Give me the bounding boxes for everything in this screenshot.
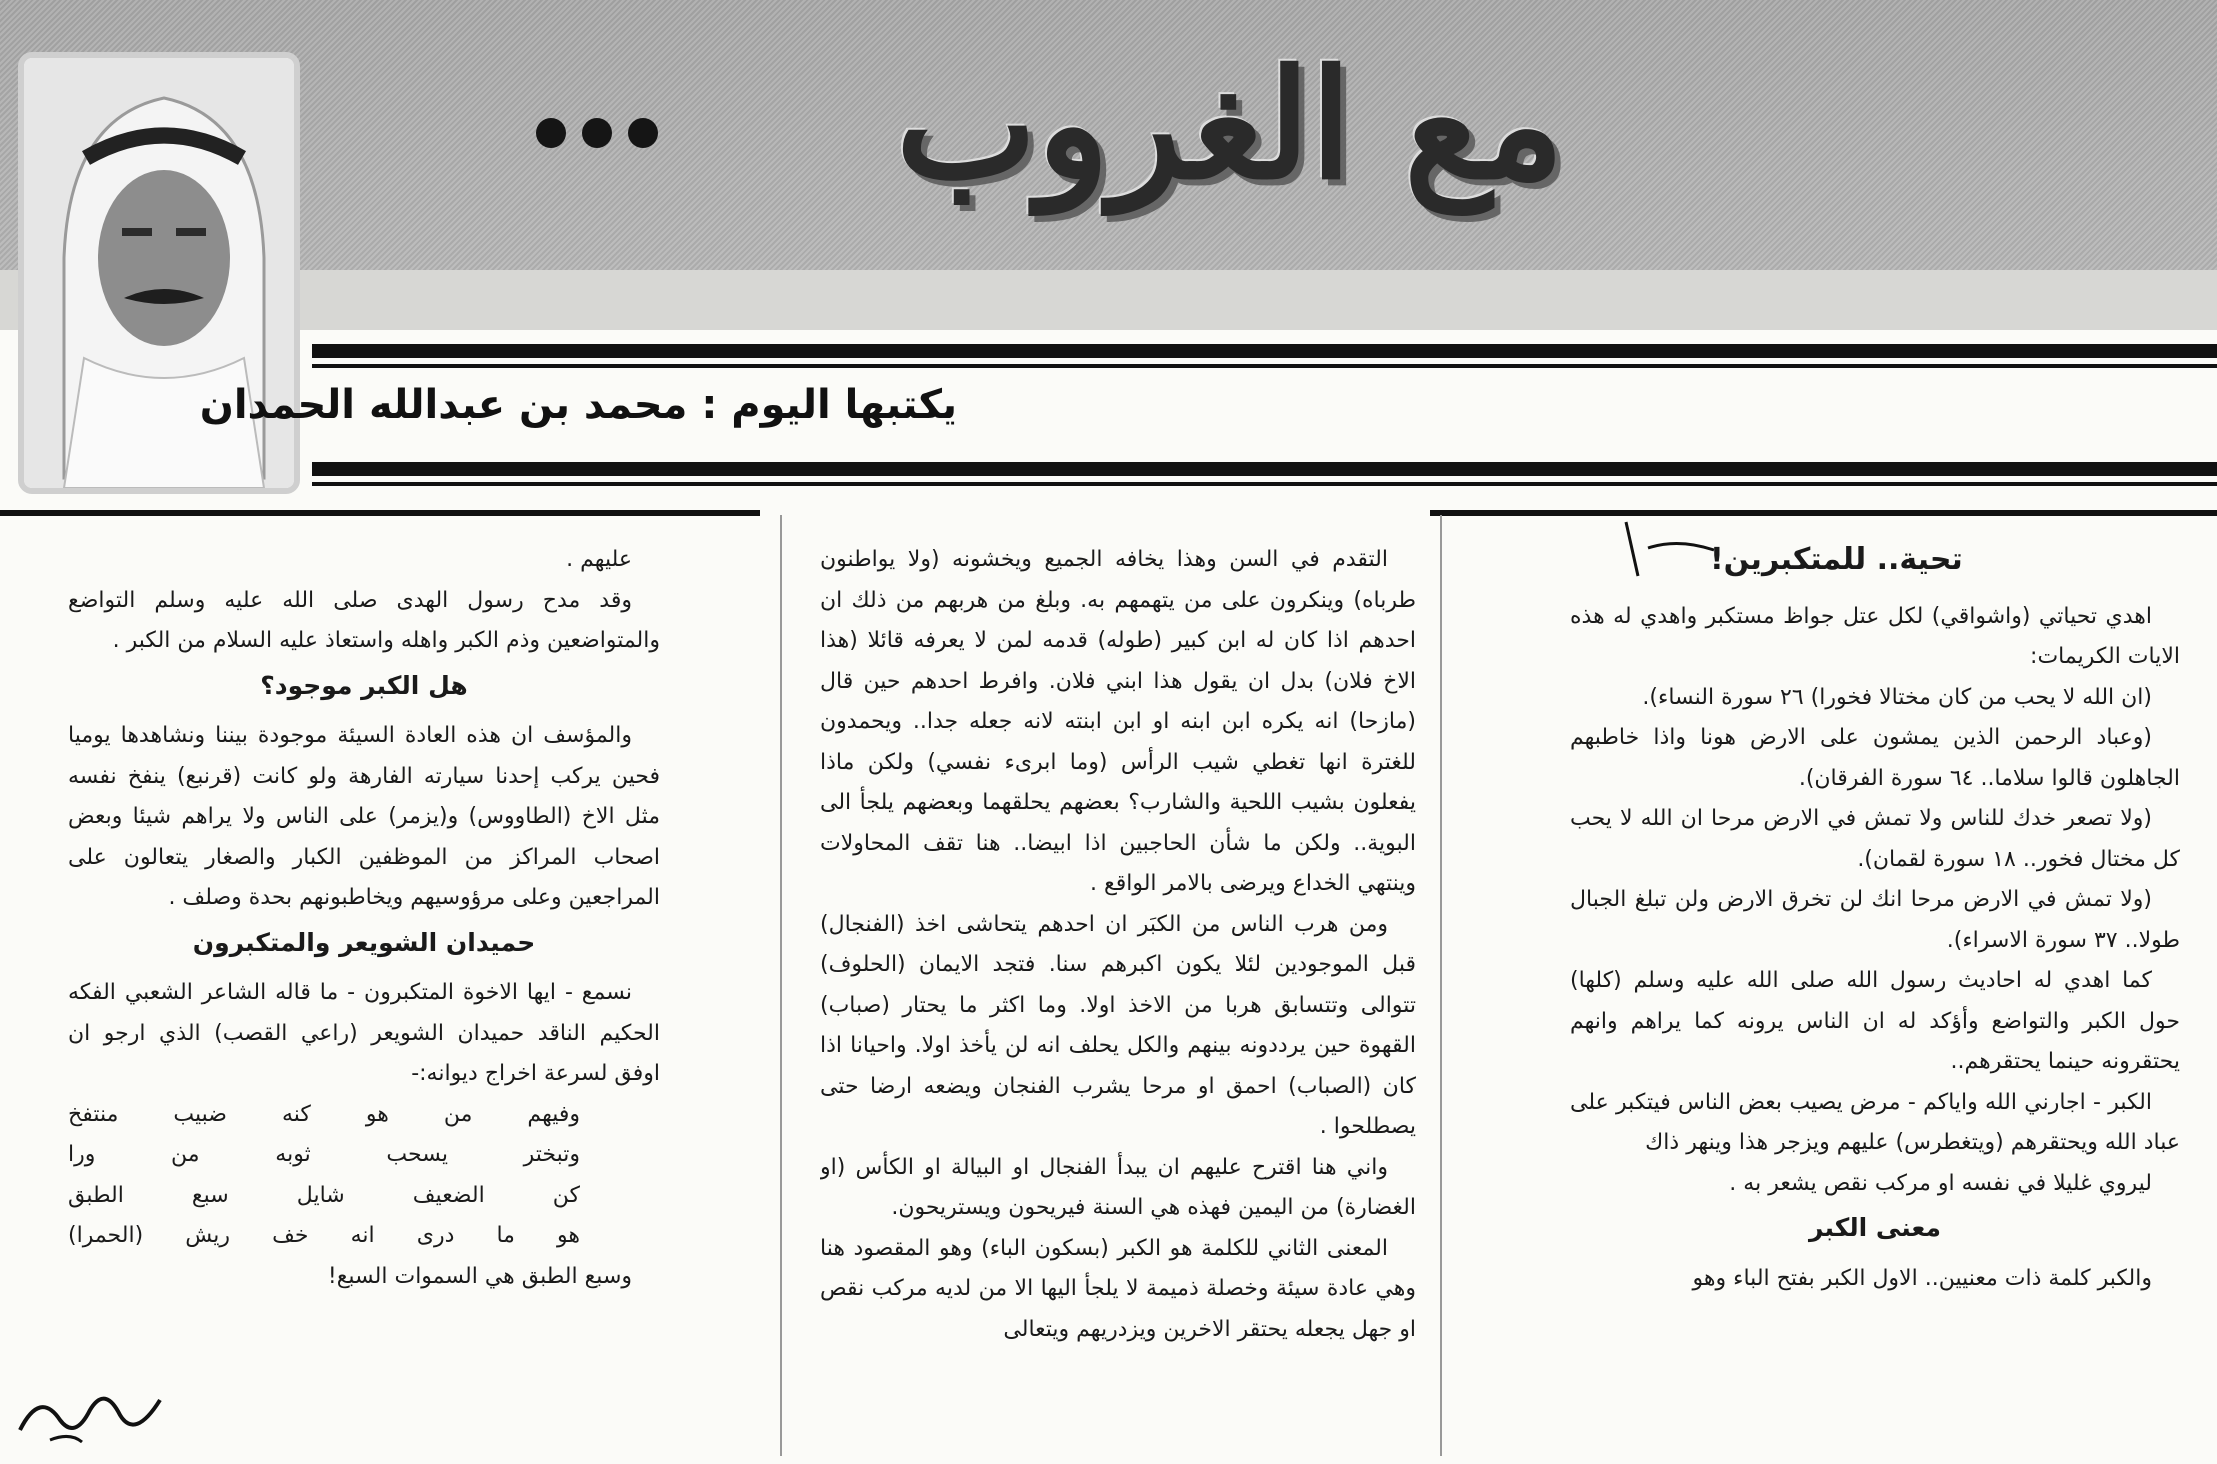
poem-line: هو ما درى انه خف ريش (الحمرا): [68, 1223, 580, 1248]
poem-line: وتبختر يسحب ثوبه من ورا: [68, 1142, 580, 1167]
paragraph: عليهم .: [566, 547, 632, 572]
paragraph: (ان الله لا يحب من كان مختالا فخورا) ٢٦ سورة النساء).: [1642, 684, 2152, 710]
subheading: هل الكبر موجود؟: [260, 670, 468, 700]
paragraph: ومن هرب الناس من الكبَر ان احدهم يتحاشى اخذ (الفنجال) قبل الموجودين لئلا يكون اكبرهم سنا. فتجد الايمان (الحلوف) تتوالى وتتسابق هربا من الاخذ اولا. وما اكثر ما يحتار (صباب) القهوة حين يرددونه بينهم والكل يحلف انه لن يأخذ اولا. واحيانا اذا كان (الصباب) احمق او مرحا يشرب الفنجان ويضعه ارضا حتى يصطلحوا .: [820, 911, 1416, 1139]
byline-rule-bottom-thin: [312, 482, 2217, 486]
article-heading: تحية.. للمتكبرين!: [1710, 542, 1963, 577]
column-title: مع الغروب: [895, 37, 1565, 213]
header-lower-strip: [0, 270, 2217, 330]
paragraph: والكبر كلمة ذات معنيين.. الاول الكبر بفتح الباء وهو: [1692, 1265, 2152, 1291]
paragraph: واني هنا اقترح عليهم ان يبدأ الفنجال او البيالة او الكأس (او الغضارة) من اليمين فهذه هي السنة فيريحون ويستريحون.: [820, 1154, 1416, 1220]
column-header-band: [0, 0, 2217, 330]
paragraph: نسمع - ايها الاخوة المتكبرون - ما قاله الشاعر الشعبي الفكه الحكيم الناقد حميدان الشويعر (راعي القصب) الذي ارجو ان اوفق لسرعة اخراج ديوانه:-: [68, 980, 660, 1086]
subheading: حميدان الشويعر والمتكبرون: [192, 927, 536, 957]
poem-line: وفيهم من هو كنه ضبيب منتفخ: [68, 1101, 580, 1127]
paragraph: (ولا تصعر خدك للناس ولا تمش في الارض مرحا ان الله لا يحب كل مختال فخور.. ١٨ سورة لقمان).: [1570, 806, 2180, 872]
title-ellipsis-dots: [536, 118, 658, 148]
byline: يكتبها اليوم : محمد بن عبدالله الحمدان: [199, 382, 957, 428]
paragraph: الكبر - اجارني الله واياكم - مرض يصيب بعض الناس فيتكبر على عباد الله ويحتقرهم (ويتغطرس) عليهم ويزجر هذا وينهر ذاك: [1570, 1089, 2180, 1155]
poem-line: كن الضعيف شايل سبع الطبق: [68, 1182, 580, 1208]
column-divider-left: [780, 515, 782, 1456]
paragraph: التقدم في السن وهذا يخافه الجميع ويخشونه (ولا يواطنون طرباه) وينكرون على من يتهمهم به. وبلغ من هربهم من ذلك ان احدهم اذا كان له ابن كبير (طوله) قدمه لمن لا يعرفه قائلا (هذا الاخ فلان) بدل ان يقول هذا ابني فلان. وافرط احدهم حين قال (مازحا) انه يكره ابن ابنه او ابن ابنته لانه جعله جدا.. ويحمدون للغترة انها تغطي شيب الرأس (وما ابرىء نفسي) ولكن ماذا يفعلون بشيب اللحية والشارب؟ بعضهم يحلقهما وبعضهم يلجأ الى البوية.. ولكن ما شأن الحاجبين اذا ابيضا.. هنا تقف المحاولات وينتهي الخداع ويرضى بالامر الواقع .: [820, 547, 1416, 896]
paragraph: وسبع الطبق هي السموات السبع!: [327, 1263, 632, 1289]
middle-column: [820, 540, 1416, 1450]
paragraph: كما اهدي له احاديث رسول الله صلى الله عليه وسلم (كلها) حول الكبر والتواضع وأؤكد له ان الناس يرونه كما يراهم وانهم يحتقرونه حينما يحتقرهم..: [1570, 968, 2180, 1074]
subheading: معنى الكبر: [1808, 1213, 1942, 1242]
left-column: [68, 540, 660, 1450]
paragraph: والمؤسف ان هذه العادة السيئة موجودة بيننا ونشاهدها يوميا فحين يركب إحدنا سيارته الفارهة ولو كانت (قرنبع) ينفخ نفسه مثل الاخ (الطاووس) و(يزمر) على الناس ولا يراهم شيئا وبعض اصحاب المراكز من الموظفين الكبار والصغار يتعالون على المراجعين وعلى مرؤوسيهم ويخاطبونهم بحدة وصلف .: [68, 723, 660, 910]
byline-rule-bottom: [312, 462, 2217, 476]
paragraph: (وعباد الرحمن الذين يمشون على الارض هونا واذا خاطبهم الجاهلون قالوا سلاما.. ٦٤ سورة الفرقان).: [1570, 725, 2180, 791]
left-column-top-rule: [0, 510, 760, 516]
paragraph: المعنى الثاني للكلمة هو الكبر (بسكون الباء) وهو المقصود هنا وهي عادة سيئة وخصلة ذميمة لا يلجأ اليها الا من لديه مركب نقص او جهل يجعله يحتقر الاخرين ويزدريهم ويتعالى: [820, 1235, 1416, 1342]
paragraph: ليروي غليلا في نفسه او مركب نقص يشعر به .: [1729, 1170, 2152, 1196]
right-column-top-rule: [1430, 510, 2217, 516]
paragraph: وقد مدح رسول الهدى صلى الله عليه وسلم التواضع والمتواضعين وذم الكبر واهله واستعاذ عليه السلام من الكبر .: [68, 587, 660, 653]
author-signature-icon: [10, 1370, 170, 1450]
byline-rule-top-thin: [312, 364, 2217, 368]
paragraph: (ولا تمش في الارض مرحا انك لن تخرق الارض ولن تبلغ الجبال طولا.. ٣٧ سورة الاسراء).: [1570, 887, 2180, 953]
column-divider-right: [1440, 515, 1442, 1456]
paragraph: اهدي تحياتي (واشواقي) لكل عتل جواظ مستكبر واهدي له هذه الايات الكريمات:: [1570, 603, 2180, 669]
right-column: [1570, 540, 2180, 1450]
byline-rule-top: [312, 344, 2217, 358]
